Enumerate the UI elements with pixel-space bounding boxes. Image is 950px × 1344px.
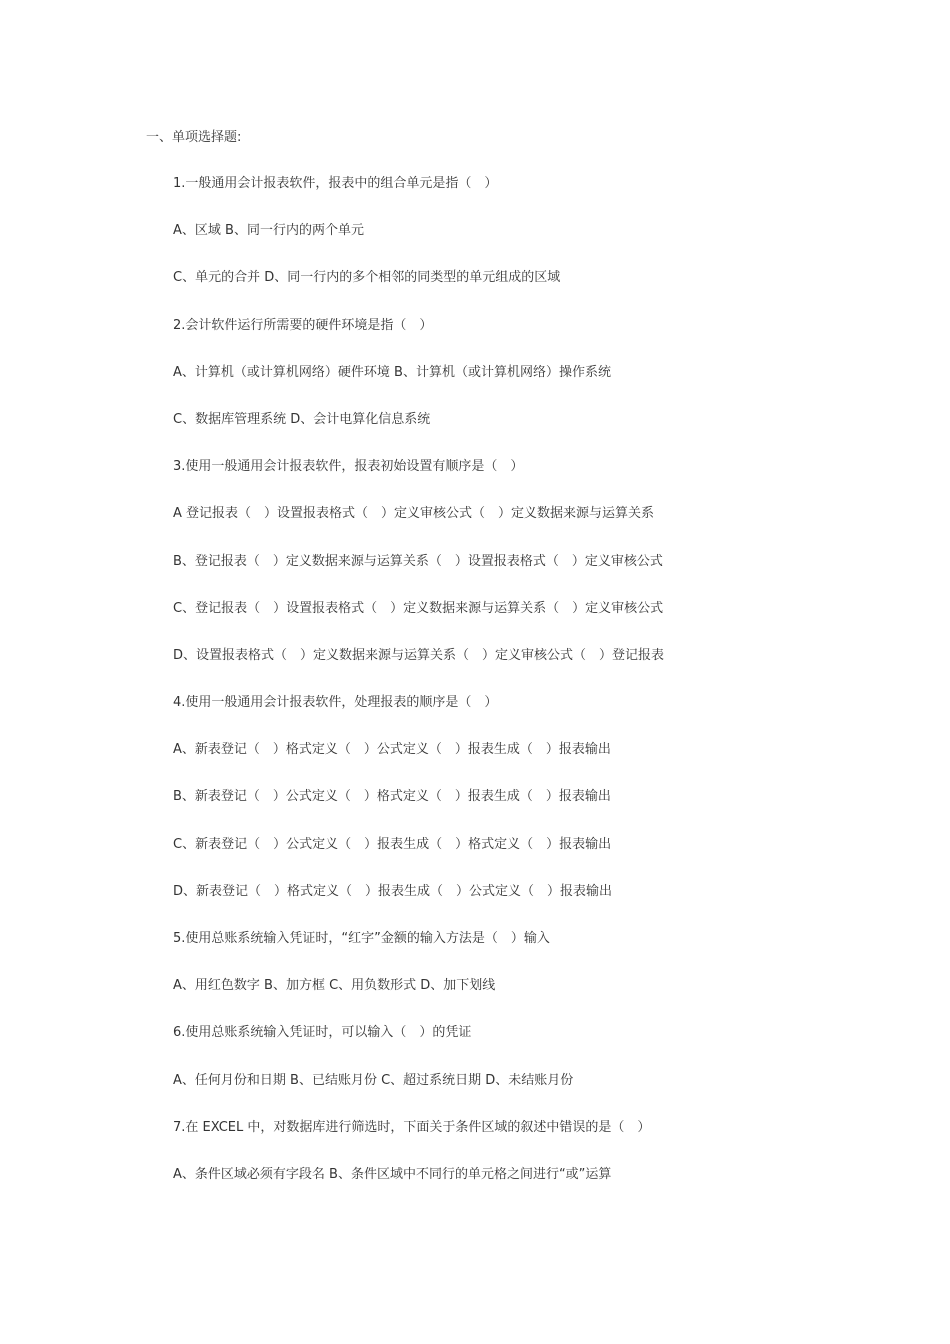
question-3-option-c: C、登记报表（ ）设置报表格式（ ）定义数据来源与运算关系（ ）定义审核公式 bbox=[173, 600, 664, 616]
question-4-option-d: D、新表登记（ ）格式定义（ ）报表生成（ ）公式定义（ ）报表输出 bbox=[173, 883, 613, 899]
question-1-options-cd: C、单元的合并 D、同一行内的多个相邻的同类型的单元组成的区域 bbox=[173, 270, 561, 286]
question-2-options-ab: A、计算机（或计算机网络）硬件环境 B、计算机（或计算机网络）操作系统 bbox=[173, 364, 611, 380]
question-3-option-b: B、登记报表（ ）定义数据来源与运算关系（ ）设置报表格式（ ）定义审核公式 bbox=[173, 553, 663, 569]
question-4-option-b: B、新表登记（ ）公式定义（ ）格式定义（ ）报表生成（ ）报表输出 bbox=[173, 789, 611, 805]
question-5-options: A、用红色数字 B、加方框 C、用负数形式 D、加下划线 bbox=[173, 978, 496, 994]
question-6-options: A、任何月份和日期 B、已结账月份 C、超过系统日期 D、未结账月份 bbox=[173, 1072, 574, 1088]
question-3-option-d: D、设置报表格式（ ）定义数据来源与运算关系（ ）定义审核公式（ ）登记报表 bbox=[173, 647, 665, 663]
question-3-stem: 3.使用一般通用会计报表软件，报表初始设置有顺序是（ ） bbox=[173, 459, 524, 475]
section-title: 一、单项选择题: bbox=[146, 130, 242, 145]
question-2-options-cd: C、数据库管理系统 D、会计电算化信息系统 bbox=[173, 411, 431, 427]
question-4-option-a: A、新表登记（ ）格式定义（ ）公式定义（ ）报表生成（ ）报表输出 bbox=[173, 742, 611, 758]
question-list bbox=[173, 174, 913, 1212]
question-1-options-ab: A、区域 B、同一行内的两个单元 bbox=[173, 223, 364, 239]
question-7-stem: 7.在 EXCEL 中，对数据库进行筛选时，下面关于条件区域的叙述中错误的是（ ） bbox=[173, 1119, 651, 1135]
question-4-stem: 4.使用一般通用会计报表软件，处理报表的顺序是（ ） bbox=[173, 695, 498, 711]
question-1-stem: 1.一般通用会计报表软件，报表中的组合单元是指（ ） bbox=[173, 176, 498, 191]
question-7-options-ab: A、条件区域必须有字段名 B、条件区域中不同行的单元格之间进行“或”运算 bbox=[173, 1166, 612, 1182]
question-4-option-c: C、新表登记（ ）公式定义（ ）报表生成（ ）格式定义（ ）报表输出 bbox=[173, 836, 612, 852]
question-2-stem: 2.会计软件运行所需要的硬件环境是指（ ） bbox=[173, 317, 433, 333]
question-6-stem: 6.使用总账系统输入凭证时，可以输入（ ）的凭证 bbox=[173, 1025, 472, 1041]
question-3-option-a: A 登记报表（ ）设置报表格式（ ）定义审核公式（ ）定义数据来源与运算关系 bbox=[173, 506, 655, 522]
question-5-stem: 5.使用总账系统输入凭证时，“红字”金额的输入方法是（ ）输入 bbox=[173, 931, 550, 946]
